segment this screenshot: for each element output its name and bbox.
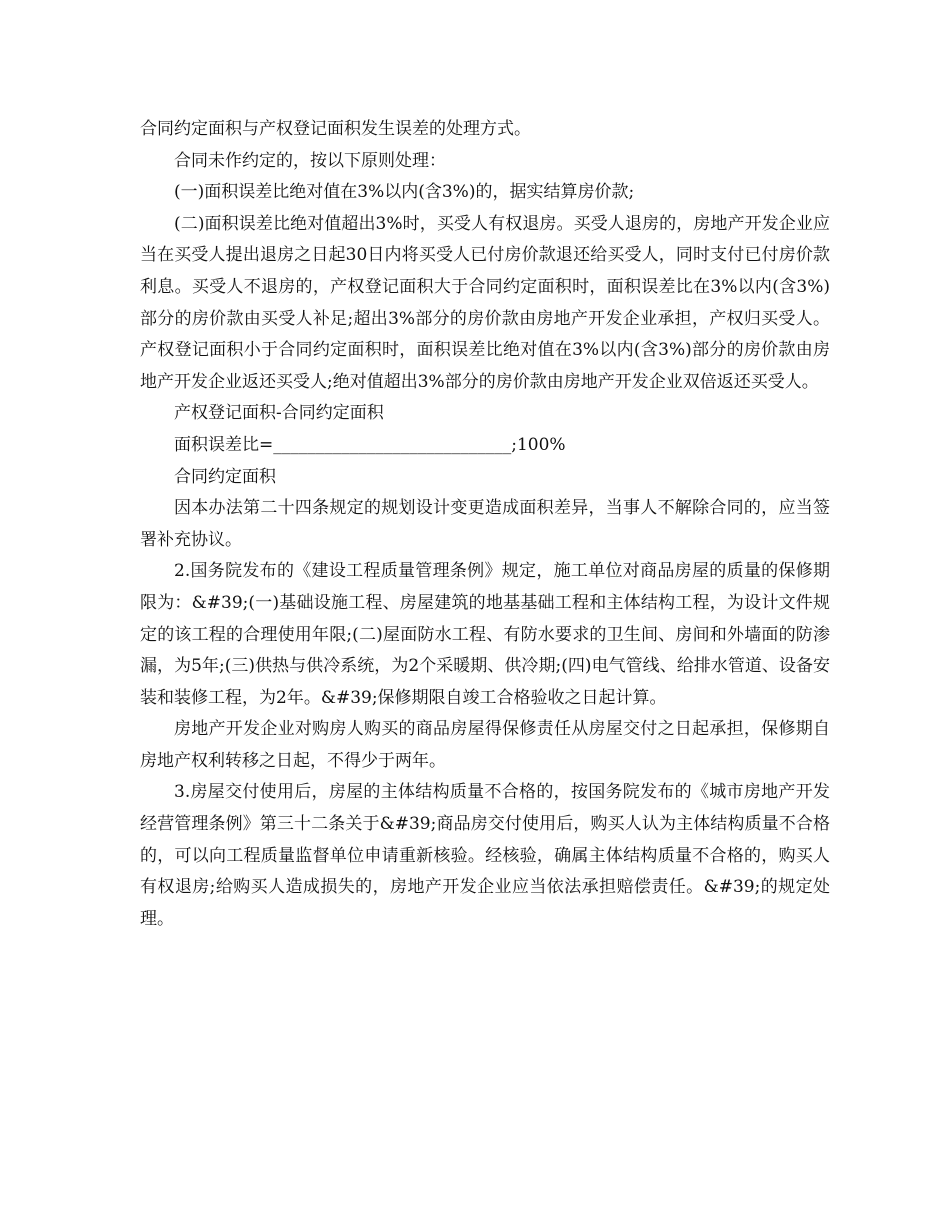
paragraph-planning-change: 因本办法第二十四条规定的规划设计变更造成面积差异，当事人不解除合同的，应当签署补充协议。 — [140, 498, 830, 550]
paragraph-no-agreement: 合同未作约定的，按以下原则处理： — [174, 150, 446, 171]
paragraph-developer-warranty: 房地产开发企业对购房人购买的商品房屋得保修责任从房屋交付之日起承担，保修期自房地产权利转移之日起，不得少于两年。 — [140, 719, 830, 771]
formula-line: 面积误差比=____________________________;100% — [174, 434, 566, 455]
paragraph-warranty-regulation: 2.国务院发布的《建设工程质量管理条例》规定，施工单位对商品房屋的质量的保修期限为：&#39;(一)基础设施工程、房屋建筑的地基基础工程和主体结构工程，为设计文件规定的该工程的合理使用年限;(二)屋面防水工程、有防水要求的卫生间、房间和外墙面的防渗漏，为5年;(三)供热与供冷系统，为2个采暖期、供冷期;(四)电气管线、给排水管道、设备安装和装修工程，为2年。&#39;保修期限自竣工合格验收之日起计算。 — [140, 561, 830, 708]
paragraph-area-error-intro: 合同约定面积与产权登记面积发生误差的处理方式。 — [140, 119, 531, 139]
document-body — [140, 114, 830, 935]
paragraph-structure-quality: 3.房屋交付使用后，房屋的主体结构质量不合格的，按国务院发布的《城市房地产开发经营管理条例》第三十二条关于&#39;商品房交付使用后，购买人认为主体结构质量不合格的，可以向工程质量监督单位申请重新核验。经核验，确属主体结构质量不合格的，购买人有权退房;给购买人造成损失的，房地产开发企业应当依法承担赔偿责任。&#39;的规定处理。 — [140, 782, 830, 929]
formula-numerator: 产权登记面积-合同约定面积 — [174, 403, 384, 424]
formula-denominator: 合同约定面积 — [174, 466, 276, 487]
paragraph-rule-two: (二)面积误差比绝对值超出3%时，买受人有权退房。买受人退房的，房地产开发企业应当在买受人提出退房之日起30日内将买受人已付房价款退还给买受人，同时支付已付房价款利息。买受人不退房的，产权登记面积大于合同约定面积时，面积误差比在3%以内(含3%)部分的房价款由买受人补足;超出3%部分的房价款由房地产开发企业承担，产权归买受人。产权登记面积小于合同约定面积时，面积误差比绝对值在3%以内(含3%)部分的房价款由房地产开发企业返还买受人;绝对值超出3%部分的房价款由房地产开发企业双倍返还买受人。 — [140, 213, 830, 392]
paragraph-rule-one: (一)面积误差比绝对值在3%以内(含3%)的，据实结算房价款; — [174, 182, 635, 203]
